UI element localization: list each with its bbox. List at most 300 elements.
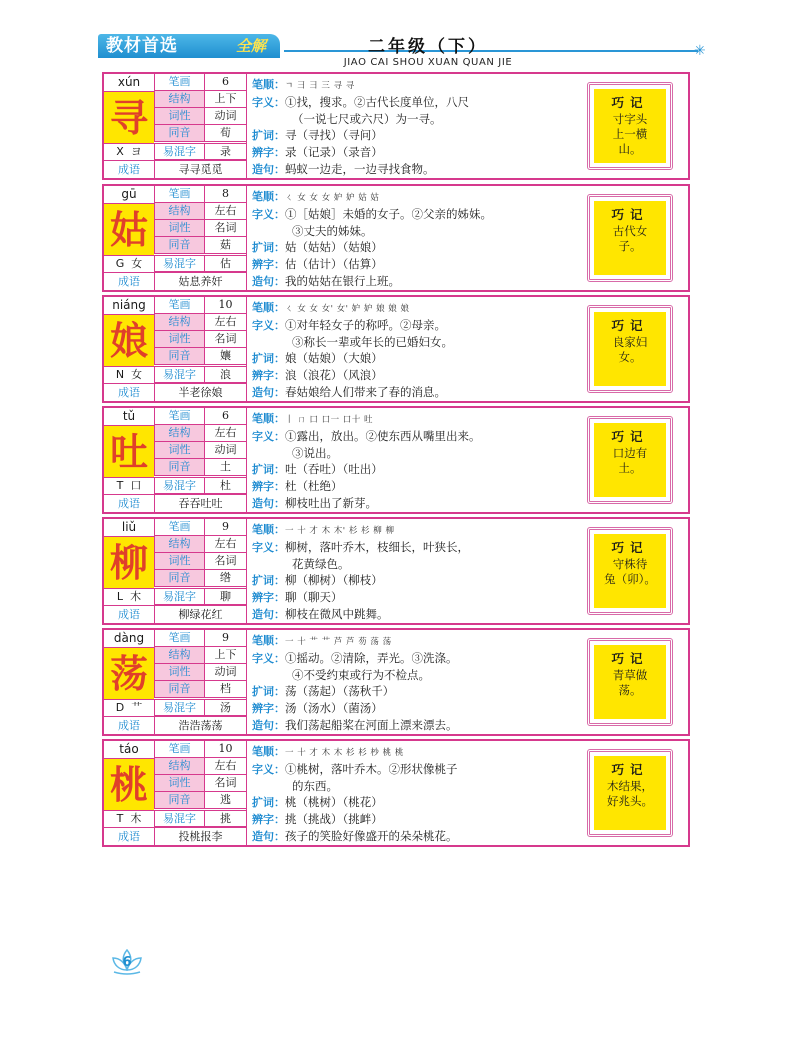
structure-value: 上下 [204, 91, 246, 108]
part-of-speech-value: 动词 [204, 442, 246, 459]
meaning-line-1: ①桃树，落叶乔木。②形状像桃子 [285, 762, 458, 776]
memory-tip-line: 好兆头。 [607, 794, 653, 808]
meaning-row [252, 94, 582, 111]
index-letter-radical [104, 143, 154, 160]
structure-value: 左右 [204, 203, 246, 220]
idiom-label: 成语 [104, 383, 154, 401]
memory-tip-line: 寸字头 [612, 112, 648, 126]
word-expansion-value: 桃（桃树）（桃花） [285, 795, 383, 809]
stroke-order-row [252, 410, 582, 428]
character-details [252, 76, 582, 178]
structure-value: 上下 [204, 647, 246, 664]
index-letter-radical [104, 699, 154, 716]
memory-tip-content [594, 756, 666, 830]
idiom-value: 姑息养奸 [154, 272, 246, 290]
memory-tip-content [594, 89, 666, 163]
idiom-value: 柳绿花红 [154, 605, 246, 623]
meaning-line-1: ①摇动。②清除，弄光。③洗涤。 [285, 651, 458, 665]
index-letter-radical [104, 477, 154, 494]
memory-tip-line: 守株待 [612, 557, 648, 571]
stroke-order-value: ㄑ 女 女 女 妒 妒 姑 姑 [285, 193, 380, 203]
meaning-label: 字义： [252, 96, 285, 109]
character-pinyin: tǔ [122, 409, 136, 423]
character-glyph: 吐 [104, 425, 154, 477]
distinguish-row [252, 256, 582, 273]
idiom-label: 成语 [104, 160, 154, 178]
confusable-value: 汤 [204, 699, 246, 716]
sentence-row [252, 717, 582, 734]
radical: 女 [131, 257, 143, 270]
homophone-label: 同音 [154, 792, 204, 809]
memory-tip-content [594, 201, 666, 275]
memory-tip-title: 巧记 [611, 762, 649, 777]
distinguish-label: 辨字： [252, 369, 285, 382]
character-glyph: 桃 [104, 758, 154, 810]
memory-tip-content [594, 423, 666, 497]
meaning-line-2: 的东西。 [292, 779, 338, 793]
character-info-table [104, 74, 246, 178]
word-expansion-label: 扩词： [252, 352, 285, 365]
idiom-label: 成语 [104, 716, 154, 734]
meaning-line-2: （一说七尺或六尺）为一寻。 [292, 112, 442, 126]
memory-tip-box [587, 638, 673, 726]
character-card [102, 72, 690, 180]
distinguish-label: 辨字： [252, 258, 285, 271]
stroke-order-label: 笔顺： [252, 634, 285, 647]
index-letter-radical [104, 255, 154, 272]
character-card [102, 517, 690, 625]
memory-tip-title: 巧记 [611, 318, 649, 333]
structure-value: 左右 [204, 425, 246, 442]
memory-tip-content [594, 534, 666, 608]
word-expansion-value: 荡（荡起）（荡秋千） [285, 684, 395, 698]
distinguish-row [252, 811, 582, 828]
word-expansion-value: 吐（吞吐）（吐出） [285, 462, 383, 476]
meaning-line-2: 花黄绿色。 [292, 557, 350, 571]
character-details [252, 743, 582, 845]
character-pinyin: xún [117, 75, 141, 89]
sentence-value: 蚂蚁一边走，一边寻找食物。 [285, 162, 435, 176]
word-expansion-label: 扩词： [252, 685, 285, 698]
strokes-count-label: 笔画 [154, 630, 204, 647]
character-card [102, 628, 690, 736]
radical: ヨ [130, 145, 142, 158]
part-of-speech-value: 动词 [204, 108, 246, 125]
idiom-value: 投桃报李 [154, 827, 246, 845]
meaning-row [252, 206, 582, 223]
distinguish-row [252, 700, 582, 717]
stroke-order-label: 笔顺： [252, 78, 285, 91]
distinguish-value: 汤（汤水）（菌汤） [285, 701, 383, 715]
distinguish-row [252, 478, 582, 495]
character-details [252, 299, 582, 401]
character-info-table [104, 519, 246, 623]
character-details [252, 632, 582, 734]
word-expansion-value: 姑（姑姑）（姑娘） [285, 240, 383, 254]
idiom-value: 吞吞吐吐 [154, 494, 246, 512]
confusable-label: 易混字 [154, 366, 204, 383]
header-rule [284, 50, 698, 52]
word-expansion-row [252, 461, 582, 478]
index-letter: G [115, 257, 125, 270]
sentence-label: 造句： [252, 608, 285, 621]
memory-tip-line: 上一横 [612, 127, 648, 141]
character-pinyin: gū [121, 187, 137, 201]
stroke-order-value: 一 十 才 木 木' 杉 杉 柳 柳 [285, 526, 395, 536]
word-expansion-label: 扩词： [252, 241, 285, 254]
sentence-row [252, 828, 582, 845]
memory-tip-line: 兔（卯）。 [604, 572, 656, 586]
strokes-count-label: 笔画 [154, 408, 204, 425]
distinguish-label: 辨字： [252, 480, 285, 493]
character-glyph: 荡 [104, 647, 154, 699]
word-expansion-row [252, 683, 582, 700]
homophone-label: 同音 [154, 681, 204, 698]
meaning-row [252, 428, 582, 445]
stroke-order-row [252, 521, 582, 539]
meaning-line-2: ③丈夫的姊妹。 [292, 224, 373, 238]
confusable-value: 聊 [204, 588, 246, 605]
structure-label: 结构 [154, 647, 204, 664]
character-pinyin: dàng [113, 631, 145, 645]
strokes-count-label: 笔画 [154, 186, 204, 203]
confusable-value: 录 [204, 143, 246, 160]
column-divider [246, 519, 247, 623]
character-pinyin: táo [119, 742, 139, 756]
index-letter: T [116, 479, 124, 492]
character-card [102, 295, 690, 403]
structure-label: 结构 [154, 314, 204, 331]
idiom-label: 成语 [104, 605, 154, 623]
memory-tip-title: 巧记 [611, 651, 649, 666]
character-details [252, 410, 582, 512]
character-pinyin: niáng [112, 298, 146, 312]
meaning-line-2: ④不受约束或行为不检点。 [292, 668, 430, 682]
memory-tip-title: 巧记 [611, 207, 649, 222]
strokes-count-value: 10 [204, 741, 246, 758]
column-divider [246, 74, 247, 178]
memory-tip-line: 古代女 [612, 224, 648, 238]
memory-tip-line: 青草做 [612, 668, 648, 682]
sentence-row [252, 161, 582, 178]
word-expansion-label: 扩词： [252, 796, 285, 809]
index-letter: T [116, 812, 124, 825]
confusable-value: 杜 [204, 477, 246, 494]
distinguish-row [252, 589, 582, 606]
meaning-label: 字义： [252, 763, 285, 776]
meaning-row [252, 317, 582, 334]
index-letter-radical [104, 366, 154, 383]
distinguish-label: 辨字： [252, 813, 285, 826]
character-info-table [104, 297, 246, 401]
structure-value: 左右 [204, 314, 246, 331]
radical: 木 [130, 812, 142, 825]
strokes-count-label: 笔画 [154, 519, 204, 536]
homophone-value: 绺 [204, 570, 246, 587]
part-of-speech-value: 名词 [204, 775, 246, 792]
stroke-order-value: ㄱ ⺕ ⺕ 三 寻 寻 [285, 81, 355, 91]
word-expansion-row [252, 794, 582, 811]
homophone-label: 同音 [154, 125, 204, 142]
idiom-value: 寻寻觅觅 [154, 160, 246, 178]
part-of-speech-label: 词性 [154, 331, 204, 348]
memory-tip-content [594, 312, 666, 386]
column-divider [246, 630, 247, 734]
distinguish-label: 辨字： [252, 591, 285, 604]
structure-value: 左右 [204, 536, 246, 553]
distinguish-label: 辨字： [252, 146, 285, 159]
meaning-label: 字义： [252, 319, 285, 332]
distinguish-row [252, 367, 582, 384]
index-letter: L [116, 590, 124, 603]
meaning-line-1: ①露出，放出。②使东西从嘴里出来。 [285, 429, 481, 443]
stroke-order-value: 一 十 艹 艹 芦 芦 芴 荡 荡 [285, 637, 392, 647]
meaning-line-1: 柳树，落叶乔木，枝细长，叶狭长， [285, 540, 469, 554]
column-divider [246, 741, 247, 845]
memory-tip-line: 山。 [618, 142, 642, 156]
column-divider [246, 297, 247, 401]
stroke-order-label: 笔顺： [252, 523, 285, 536]
meaning-row [252, 539, 582, 556]
sentence-value: 我的姑姑在银行上班。 [285, 274, 400, 288]
structure-value: 左右 [204, 758, 246, 775]
strokes-count-value: 6 [204, 408, 246, 425]
structure-label: 结构 [154, 425, 204, 442]
sentence-label: 造句： [252, 386, 285, 399]
character-pinyin: liǔ [121, 520, 137, 534]
strokes-count-value: 10 [204, 297, 246, 314]
stroke-order-row [252, 299, 582, 317]
radical: 木 [130, 590, 142, 603]
distinguish-value: 杜（杜绝） [285, 479, 343, 493]
part-of-speech-label: 词性 [154, 775, 204, 792]
radical: 艹 [131, 701, 143, 714]
sentence-value: 柳枝吐出了新芽。 [285, 496, 377, 510]
sentence-value: 春姑娘给人们带来了春的消息。 [285, 385, 446, 399]
idiom-label: 成语 [104, 827, 154, 845]
part-of-speech-value: 名词 [204, 220, 246, 237]
stroke-order-row [252, 632, 582, 650]
stroke-order-row [252, 188, 582, 206]
sentence-value: 柳枝在微风中跳舞。 [285, 607, 389, 621]
distinguish-value: 估（估计）（估算） [285, 257, 383, 271]
homophone-label: 同音 [154, 459, 204, 476]
word-expansion-value: 柳（柳树）（柳枝） [285, 573, 383, 587]
stroke-order-row [252, 76, 582, 94]
page-number-text: 6 [122, 955, 132, 970]
meaning-line-1: ①［姑娘］未婚的女子。②父亲的姊妹。 [285, 207, 492, 221]
homophone-value: 荀 [204, 125, 246, 142]
idiom-label: 成语 [104, 494, 154, 512]
memory-tip-line: 口边有 [612, 446, 648, 460]
sentence-value: 我们荡起船桨在河面上漂来漂去。 [285, 718, 458, 732]
confusable-label: 易混字 [154, 143, 204, 160]
memory-tip-title: 巧记 [611, 429, 649, 444]
stroke-order-value: 一 十 才 木 木 杉 杉 杪 桃 桃 [285, 748, 404, 758]
memory-tip-box [587, 194, 673, 282]
page-number [110, 948, 144, 974]
homophone-value: 逃 [204, 792, 246, 809]
character-glyph: 寻 [104, 91, 154, 143]
sentence-row [252, 384, 582, 401]
meaning-label: 字义： [252, 652, 285, 665]
book-title: 教材首选 [98, 34, 280, 58]
memory-tip-title: 巧记 [611, 95, 649, 110]
distinguish-value: 浪（浪花）（风浪） [285, 368, 383, 382]
distinguish-label: 辨字： [252, 702, 285, 715]
idiom-value: 半老徐娘 [154, 383, 246, 401]
character-glyph: 娘 [104, 314, 154, 366]
index-letter: X [116, 145, 124, 158]
radical: 口 [130, 479, 142, 492]
stroke-order-label: 笔顺： [252, 301, 285, 314]
confusable-value: 浪 [204, 366, 246, 383]
strokes-count-value: 8 [204, 186, 246, 203]
memory-tip-title: 巧记 [611, 540, 649, 555]
meaning-line-2: ③说出。 [292, 446, 338, 460]
confusable-value: 估 [204, 255, 246, 272]
strokes-count-label: 笔画 [154, 297, 204, 314]
homophone-label: 同音 [154, 348, 204, 365]
character-info-table [104, 630, 246, 734]
strokes-count-label: 笔画 [154, 741, 204, 758]
part-of-speech-value: 名词 [204, 553, 246, 570]
header-arrow-icon: ✳ [694, 43, 706, 59]
word-expansion-row [252, 127, 582, 144]
book-title-pinyin: JIAO CAI SHOU XUAN QUAN JIE [343, 57, 513, 68]
homophone-value: 土 [204, 459, 246, 476]
confusable-label: 易混字 [154, 477, 204, 494]
part-of-speech-value: 动词 [204, 664, 246, 681]
book-logo: 全解 [236, 37, 267, 55]
character-details [252, 188, 582, 290]
character-info-table [104, 186, 246, 290]
homophone-label: 同音 [154, 570, 204, 587]
structure-label: 结构 [154, 758, 204, 775]
confusable-value: 挑 [204, 810, 246, 827]
character-card [102, 184, 690, 292]
structure-label: 结构 [154, 536, 204, 553]
part-of-speech-label: 词性 [154, 220, 204, 237]
page-header [98, 30, 708, 70]
character-card [102, 739, 690, 847]
character-info-table [104, 408, 246, 512]
confusable-label: 易混字 [154, 255, 204, 272]
index-letter: N [115, 368, 125, 381]
index-letter-radical [104, 810, 154, 827]
meaning-row [252, 761, 582, 778]
memory-tip-line: 良家妇 [612, 335, 648, 349]
stroke-order-label: 笔顺： [252, 412, 285, 425]
index-letter-radical [104, 588, 154, 605]
sentence-label: 造句： [252, 497, 285, 510]
meaning-label: 字义： [252, 208, 285, 221]
word-expansion-label: 扩词： [252, 463, 285, 476]
structure-label: 结构 [154, 203, 204, 220]
memory-tip-line: 土。 [618, 461, 642, 475]
meaning-label: 字义： [252, 430, 285, 443]
part-of-speech-label: 词性 [154, 553, 204, 570]
word-expansion-row [252, 350, 582, 367]
stroke-order-label: 笔顺： [252, 190, 285, 203]
meaning-label: 字义： [252, 541, 285, 554]
memory-tip-line: 木结果， [607, 779, 653, 793]
word-expansion-row [252, 572, 582, 589]
homophone-value: 孃 [204, 348, 246, 365]
meaning-line-1: ①对年轻女子的称呼。②母亲。 [285, 318, 446, 332]
word-expansion-value: 寻（寻找）（寻问） [285, 128, 383, 142]
memory-tip-box [587, 527, 673, 615]
column-divider [246, 186, 247, 290]
meaning-line-1: ①找，搜求。②古代长度单位，八尺 [285, 95, 469, 109]
sentence-row [252, 606, 582, 623]
confusable-label: 易混字 [154, 699, 204, 716]
meaning-line-2: ③称长一辈或年长的已婚妇女。 [292, 335, 453, 349]
distinguish-value: 挑（挑战）（挑衅） [285, 812, 383, 826]
memory-tip-box [587, 416, 673, 504]
character-glyph: 柳 [104, 536, 154, 588]
sentence-label: 造句： [252, 163, 285, 176]
part-of-speech-label: 词性 [154, 664, 204, 681]
sentence-row [252, 273, 582, 290]
memory-tip-line: 子。 [618, 239, 642, 253]
stroke-order-row [252, 743, 582, 761]
sentence-row [252, 495, 582, 512]
memory-tip-line: 女。 [618, 350, 642, 364]
confusable-label: 易混字 [154, 588, 204, 605]
word-expansion-label: 扩词： [252, 574, 285, 587]
memory-tip-box [587, 305, 673, 393]
meaning-row [252, 650, 582, 667]
sentence-label: 造句： [252, 719, 285, 732]
character-glyph: 姑 [104, 203, 154, 255]
strokes-count-value: 9 [204, 630, 246, 647]
memory-tip-content [594, 645, 666, 719]
idiom-label: 成语 [104, 272, 154, 290]
index-letter: D [115, 701, 125, 714]
distinguish-row [252, 144, 582, 161]
part-of-speech-label: 词性 [154, 442, 204, 459]
word-expansion-value: 娘（姑娘）（大娘） [285, 351, 383, 365]
sentence-label: 造句： [252, 275, 285, 288]
distinguish-value: 聊（聊天） [285, 590, 343, 604]
homophone-value: 档 [204, 681, 246, 698]
character-info-table [104, 741, 246, 845]
part-of-speech-label: 词性 [154, 108, 204, 125]
memory-tip-line: 荡。 [618, 683, 642, 697]
structure-label: 结构 [154, 91, 204, 108]
memory-tip-box [587, 749, 673, 837]
strokes-count-label: 笔画 [154, 74, 204, 91]
radical: 女 [131, 368, 143, 381]
strokes-count-value: 6 [204, 74, 246, 91]
homophone-value: 菇 [204, 237, 246, 254]
stroke-order-label: 笔顺： [252, 745, 285, 758]
character-card [102, 406, 690, 514]
idiom-value: 浩浩荡荡 [154, 716, 246, 734]
distinguish-value: 录（记录）（录音） [285, 145, 383, 159]
stroke-order-value: ㄑ 女 女 女' 女' 妒 妒 娘 娘 娘 [285, 304, 410, 314]
character-details [252, 521, 582, 623]
stroke-order-value: 丨 ㄇ 口 口一 口十 吐 [285, 415, 374, 425]
column-divider [246, 408, 247, 512]
sentence-label: 造句： [252, 830, 285, 843]
memory-tip-box [587, 82, 673, 170]
word-expansion-row [252, 239, 582, 256]
sentence-value: 孩子的笑脸好像盛开的朵朵桃花。 [285, 829, 458, 843]
grade-label: 二年级（下） [368, 37, 488, 57]
part-of-speech-value: 名词 [204, 331, 246, 348]
